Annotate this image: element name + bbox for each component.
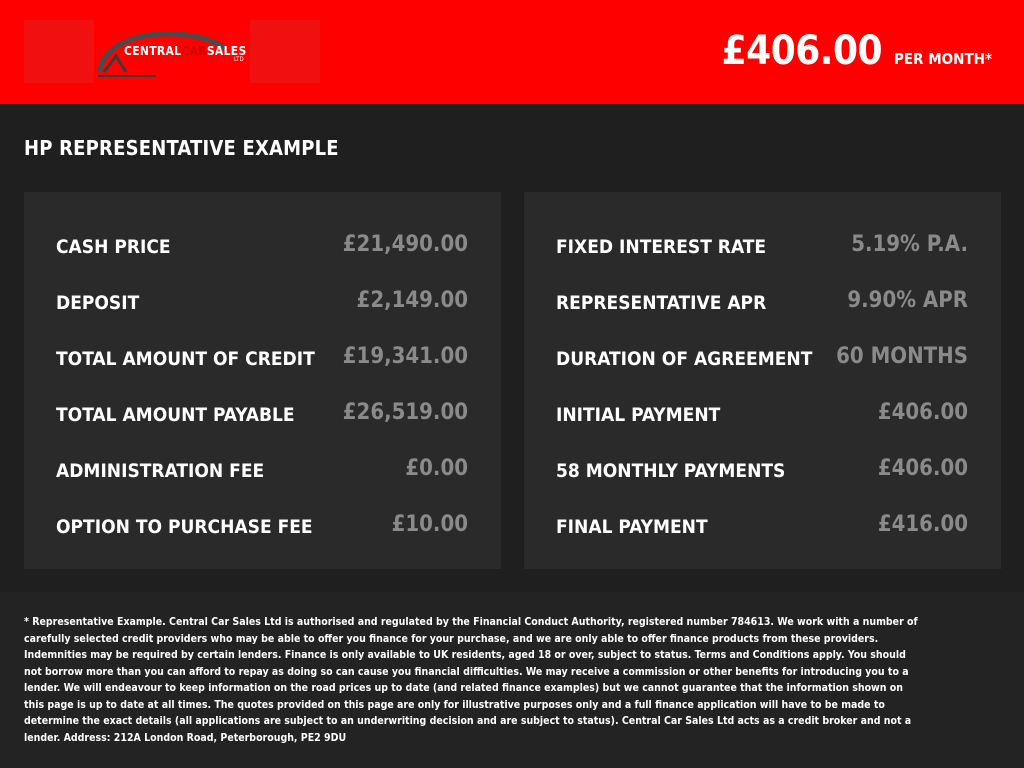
- logo-text-car: CAR: [181, 44, 207, 58]
- finance-panel-right: [524, 192, 1001, 569]
- row-label: DEPOSIT: [56, 292, 140, 314]
- logo-text-sales: SALES: [206, 44, 247, 58]
- price-label: PER MONTH*: [894, 50, 992, 68]
- row-value: £21,490.00: [342, 232, 468, 257]
- row-label: FINAL PAYMENT: [556, 516, 708, 538]
- price-amount: £406.00: [721, 28, 883, 74]
- row-label: DURATION OF AGREEMENT: [556, 348, 813, 370]
- row-value: £406.00: [877, 456, 968, 481]
- finance-row: [556, 508, 968, 542]
- row-label: OPTION TO PURCHASE FEE: [56, 516, 313, 538]
- logo[interactable]: [24, 20, 319, 83]
- row-label: FIXED INTEREST RATE: [556, 236, 767, 258]
- section-title: HP REPRESENTATIVE EXAMPLE: [24, 136, 339, 160]
- finance-row: [56, 340, 468, 374]
- logo-text-central: CENTRAL: [124, 44, 182, 58]
- logo-ltd: LTD: [234, 56, 244, 63]
- row-label: REPRESENTATIVE APR: [556, 292, 767, 314]
- row-value: £0.00: [405, 456, 468, 481]
- monthly-price: [722, 28, 992, 78]
- row-label: TOTAL AMOUNT OF CREDIT: [56, 348, 315, 370]
- finance-row: [556, 340, 968, 374]
- header-bar: [0, 0, 1024, 104]
- footer: [0, 592, 1024, 768]
- finance-example-section: [0, 104, 1024, 592]
- row-label: ADMINISTRATION FEE: [56, 460, 265, 482]
- finance-row: [556, 396, 968, 430]
- finance-row: [556, 228, 968, 262]
- finance-row: [56, 228, 468, 262]
- row-value: £10.00: [391, 512, 468, 537]
- row-value: £406.00: [877, 400, 968, 425]
- row-value: 9.90% APR: [847, 288, 968, 313]
- finance-panel-left: [24, 192, 501, 569]
- finance-row: [56, 508, 468, 542]
- finance-row: [556, 284, 968, 318]
- row-label: TOTAL AMOUNT PAYABLE: [56, 404, 295, 426]
- row-value: £26,519.00: [342, 400, 468, 425]
- logo-left-block: [24, 20, 94, 83]
- row-value: £416.00: [877, 512, 968, 537]
- row-value: 60 MONTHS: [836, 344, 968, 369]
- logo-right-block: [250, 20, 320, 83]
- logo-center: [94, 20, 250, 83]
- finance-row: [56, 396, 468, 430]
- row-label: INITIAL PAYMENT: [556, 404, 721, 426]
- row-label: 58 MONTHLY PAYMENTS: [556, 460, 786, 482]
- finance-row: [556, 452, 968, 486]
- row-value: 5.19% P.A.: [851, 232, 968, 257]
- finance-disclaimer: * Representative Example. Central Car Sales Ltd is authorised and regulated by the Financial Conduct Authority, registered number 784613. We work with a number of carefully selected credit providers who may be able to offer you finance for your purchase, and we are only able to offer finance products from these providers. Indemnities may be required by certain lenders. Finance is only available to UK residents, aged 18 or over, subject to status. Terms and Conditions apply. You should not borrow more than you can afford to repay as doing so can cause you financial difficulties. We may receive a commission or other benefits for introducing you to a lender. We will endeavour to keep information on the road prices up to date (and related finance examples) but we cannot guarantee that the information shown on this page is up to date at all times. The quotes provided on this page are only for illustrative purposes only and a full finance application will have to be made to determine the exact details (all applications are subject to an underwriting decision and are subject to status). Central Car Sales Ltd acts as a credit broker and not a lender. Address: 212A London Road, Peterborough, PE2 9DU: [24, 616, 918, 744]
- row-label: CASH PRICE: [56, 236, 171, 258]
- row-value: £2,149.00: [356, 288, 468, 313]
- row-value: £19,341.00: [342, 344, 468, 369]
- finance-row: [56, 452, 468, 486]
- logo-wordmark: [124, 44, 247, 58]
- finance-row: [56, 284, 468, 318]
